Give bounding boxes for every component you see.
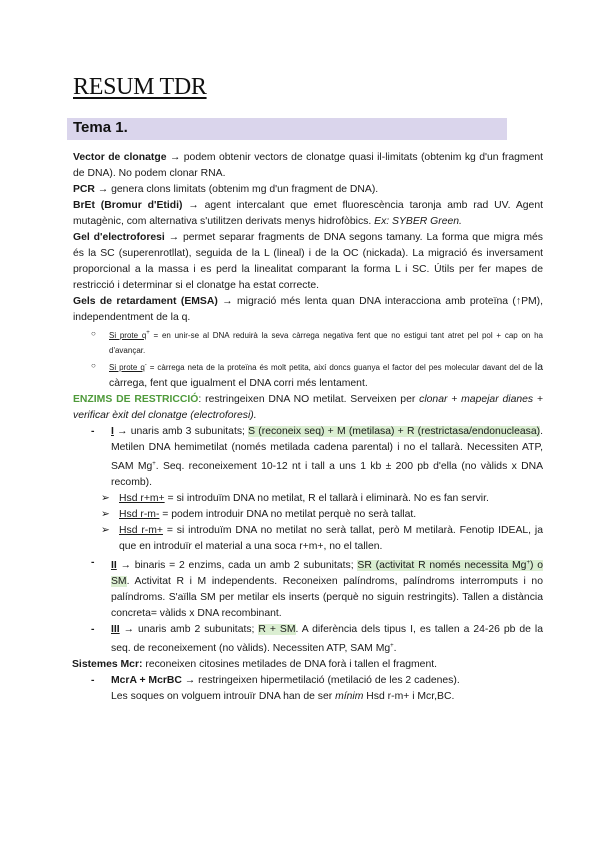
label-prote-positive: Si prote q	[109, 331, 147, 340]
arrow: →	[120, 560, 131, 571]
dash-marker: -	[91, 624, 95, 635]
label-type-1: I	[111, 426, 114, 437]
label-mcr: McrA + McrBC	[111, 675, 182, 686]
dash-marker: -	[91, 557, 95, 568]
highlight-type-1: S (reconeix seq) + M (metilasa) + R (restrictasa/endonucleasa)	[248, 426, 541, 437]
label-type-2: II	[111, 560, 117, 571]
text-emsa: migració més lenta quan DNA interacciona amb proteïna (↑PM), independentment de la q.	[73, 296, 544, 323]
text-bret: agent intercalant que emet fluorescència taronja amb rad UV. Agent mutagènic, com alternativa s'utilitzen derivats menys hidrofòbics.	[73, 200, 543, 227]
text-hsd: = si introduïm DNA no metilat, R el tallarà i eliminarà. No es fan servir.	[164, 493, 489, 504]
text-type-3-lead: unaris amb 2 subunitats;	[134, 624, 259, 635]
text-type-1-lead: unaris amb 3 subunitats;	[127, 426, 249, 437]
dash-marker: -	[91, 675, 95, 686]
text-mcr-item: restringeixen hipermetilació (metilació de les 2 cadenes).	[195, 675, 460, 686]
arrow: →	[169, 152, 181, 163]
list-item-text	[119, 523, 543, 555]
paragraph-bret	[73, 198, 543, 230]
paragraph-enzims	[73, 392, 543, 424]
superscript: +	[390, 643, 394, 649]
text-type-2-lead: binaris = 2 enzims, cada un amb 2 subunitats;	[130, 560, 358, 571]
label-type-3: III	[111, 624, 120, 635]
text-mcr: reconeixen citosines metilades de DNA forà i tallen el fragment.	[142, 659, 438, 670]
superscript: +	[526, 560, 530, 566]
bullet-circle: ○	[91, 329, 96, 338]
list-item-text	[111, 555, 543, 622]
text-gel: permet separar fragments de DNA segons tamany. La forma que migra més és la SC (superenrotllat), seguida de la L (lineal) i de la OC (nickada). La migració és inversament proporcional a la massa i es perd la linealitat comparant la forma L i SC. Útils per fer mapes de restricció i determinar si el clonatge ha estat correcte.	[73, 232, 543, 291]
text-type-3: . A diferència dels tipus I, es tallen a 24-26 pb de la seq. de reconeixement (no vàlids). Necessiten ATP, SAM Mg	[111, 624, 543, 654]
list-item-mcr	[73, 673, 543, 705]
paragraph-mcr	[72, 657, 543, 673]
example-bret: Ex: SYBER Green.	[374, 216, 462, 227]
highlight-type-2-text: SR (activitat R només necessita Mg	[357, 560, 527, 571]
term-emsa: Gels de retardament (EMSA)	[73, 296, 218, 307]
arrow: →	[184, 675, 196, 686]
paragraph-emsa	[73, 294, 543, 326]
highlight-type-2-end: ) o SM	[111, 560, 543, 587]
text-hsd: = podem introduir DNA no metilat perquè no serà tallat.	[159, 509, 417, 520]
list-item-hsd-2	[73, 507, 543, 523]
list-item-emsa-negative	[73, 358, 543, 392]
paragraph-gel	[73, 230, 543, 294]
text-type-1: . Metilen DNA hemimetilat (només metilada cadena parental) i no el tallarà. Necessiten ATP, SAM Mg	[111, 426, 543, 472]
term-bret: BrEt (Bromur d'Etidi)	[73, 200, 183, 211]
label-prote-negative: Si prote q	[109, 363, 145, 372]
list-item-text	[111, 424, 543, 491]
section-heading: Tema 1.	[73, 119, 128, 136]
list-item-emsa-positive	[73, 326, 543, 358]
list-item-hsd-3	[73, 523, 543, 555]
label-hsd: Hsd r+m+	[119, 493, 165, 504]
term-vector: Vector de clonatge	[73, 152, 167, 163]
text-prote-positive: = en unir-se al DNA reduirà la seva càrrega negativa fent que no estigui tant atret pel pol + cap on ha d'avançar.	[109, 331, 543, 355]
label-hsd: Hsd r-m-	[119, 509, 160, 520]
dash-marker: -	[91, 426, 95, 437]
list-item-hsd-1	[73, 491, 543, 507]
term-mcr: Sistemes Mcr:	[72, 659, 143, 670]
text-prote-negative: = càrrega neta de la proteïna és molt petita, així doncs guanya el factor del pes molecular davant del de	[146, 363, 535, 372]
paragraph-pcr	[73, 182, 543, 198]
highlight-type-3: R + SM	[258, 624, 296, 635]
term-gel: Gel d'electroforesi	[73, 232, 165, 243]
text-enzims: : restringeixen DNA NO metilat. Serveixen per	[198, 394, 420, 405]
arrow-bullet-icon: ➢	[101, 493, 110, 504]
document-body	[73, 150, 543, 705]
arrow-bullet-icon: ➢	[101, 525, 110, 536]
italic-minim: mínim	[335, 691, 364, 702]
arrow: →	[188, 200, 199, 211]
text-hsd: = si introduïm DNA no metilat no serà tallat, però M metilarà. Fenotip IDEAL, ja que en introduïr el material a una soca r+m+, no el tallen.	[119, 525, 543, 552]
arrow: →	[97, 184, 109, 195]
text-vector: podem obtenir vectors de clonatge quasi il-limitats (obtenim kg d'un fragment de DNA). No podem clonar RNA.	[73, 152, 544, 179]
arrow: →	[117, 426, 128, 437]
list-item-type-2	[73, 555, 543, 622]
arrow: →	[168, 232, 180, 243]
superscript: -	[144, 362, 147, 368]
text-prote-negative-tail: la càrrega, fent que igualment el DNA corri més lentament.	[109, 362, 543, 389]
list-item-type-3	[73, 622, 543, 657]
heading-enzims: ENZIMS DE RESTRICCIÓ	[73, 394, 199, 405]
list-item-text	[119, 507, 543, 523]
document-title: RESUM TDR	[73, 74, 207, 100]
arrow: →	[222, 296, 233, 307]
list-item-text	[109, 358, 543, 392]
text-type-2: . Activitat R i M independents. Reconeixen palíndroms, palíndroms interromputs i no palíndroms. S'aïlla SM per metilar els inserts (perquè no siguin restringits). Tallen a distància concreta= vàlids x DNA recombinant.	[111, 576, 543, 619]
list-item-type-1	[73, 424, 543, 491]
bullet-circle: ○	[91, 361, 96, 370]
italic-enzims: clonar + mapejar dianes + verificar èxit del clonatge (electroforesi).	[73, 394, 543, 421]
paragraph-vector	[73, 150, 543, 182]
section-heading-background	[67, 118, 507, 140]
text-mcr-line2-end: Hsd r-m+ i Mcr,BC.	[363, 691, 455, 702]
list-item-text	[111, 622, 543, 657]
text-mcr-line2: Les soques on volguem introuïr DNA han de ser	[111, 691, 336, 702]
text-pcr: genera clons limitats (obtenim mg d'un fragment de DNA).	[108, 184, 379, 195]
text-type-1-end: . Seq. reconeixement 10-12 nt i tall a uns 1 kb ± 200 pb d'ella (no vàlids x DNA recomb).	[111, 461, 544, 488]
list-item-text	[119, 491, 543, 507]
term-pcr: PCR	[73, 184, 95, 195]
label-hsd: Hsd r-m+	[119, 525, 163, 536]
superscript: +	[152, 461, 156, 467]
list-item-text	[109, 326, 543, 358]
list-item-text	[111, 673, 543, 705]
arrow-bullet-icon: ➢	[101, 509, 110, 520]
superscript: +	[146, 330, 150, 336]
arrow: →	[123, 624, 135, 635]
text-type-3-end: .	[393, 643, 397, 654]
